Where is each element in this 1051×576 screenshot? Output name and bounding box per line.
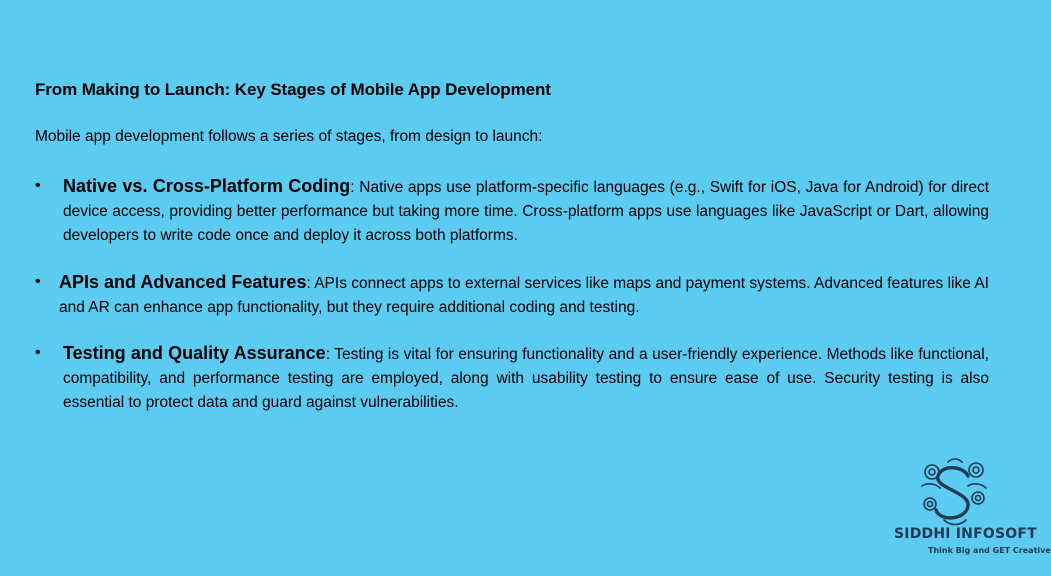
bullet-dot: • [35,344,41,361]
bullet-item-testing-quality-assurance [35,341,989,415]
bullet-body: : APIs connect apps to external services like maps and payment systems. Advanced features like AI and AR can enhance app functionality, but they require additional coding and testing. [59,275,989,316]
company-logo [890,458,1051,562]
bullet-item-apis-advanced-features [35,270,989,320]
logo-name: SIDDHI INFOSOFT [894,526,1037,542]
bullet-heading: Testing and Quality Assurance [63,343,326,363]
bullet-heading: APIs and Advanced Features [59,272,307,292]
bullet-body: : Native apps use platform-specific languages (e.g., Swift for iOS, Java for Android) for direct device access, providing better performance but taking more time. Cross-platform apps use languages like JavaScript or Dart, allowing developers to write code once and deploy it across both platforms. [63,179,989,244]
bullet-dot: • [35,273,41,290]
bullet-list [35,174,989,415]
intro-text: Mobile app development follows a series of stages, from design to launch: [35,128,543,145]
bullet-dot: • [35,177,41,194]
bullet-heading: Native vs. Cross-Platform Coding [63,176,351,196]
logo-tagline: Think Big and GET Creative [928,546,1051,555]
bullet-body: : Testing is vital for ensuring functionality and a user-friendly experience. Methods like functional, compatibility, and performance testing are employed, along with usability testing to ensure ease of use. Security testing is also essential to protect data and guard against vulnerabilities. [63,346,989,411]
slide-title: From Making to Launch: Key Stages of Mobile App Development [35,80,551,99]
logo-s-emblem-icon [918,458,990,528]
bullet-item-native-vs-cross-platform [35,174,989,248]
